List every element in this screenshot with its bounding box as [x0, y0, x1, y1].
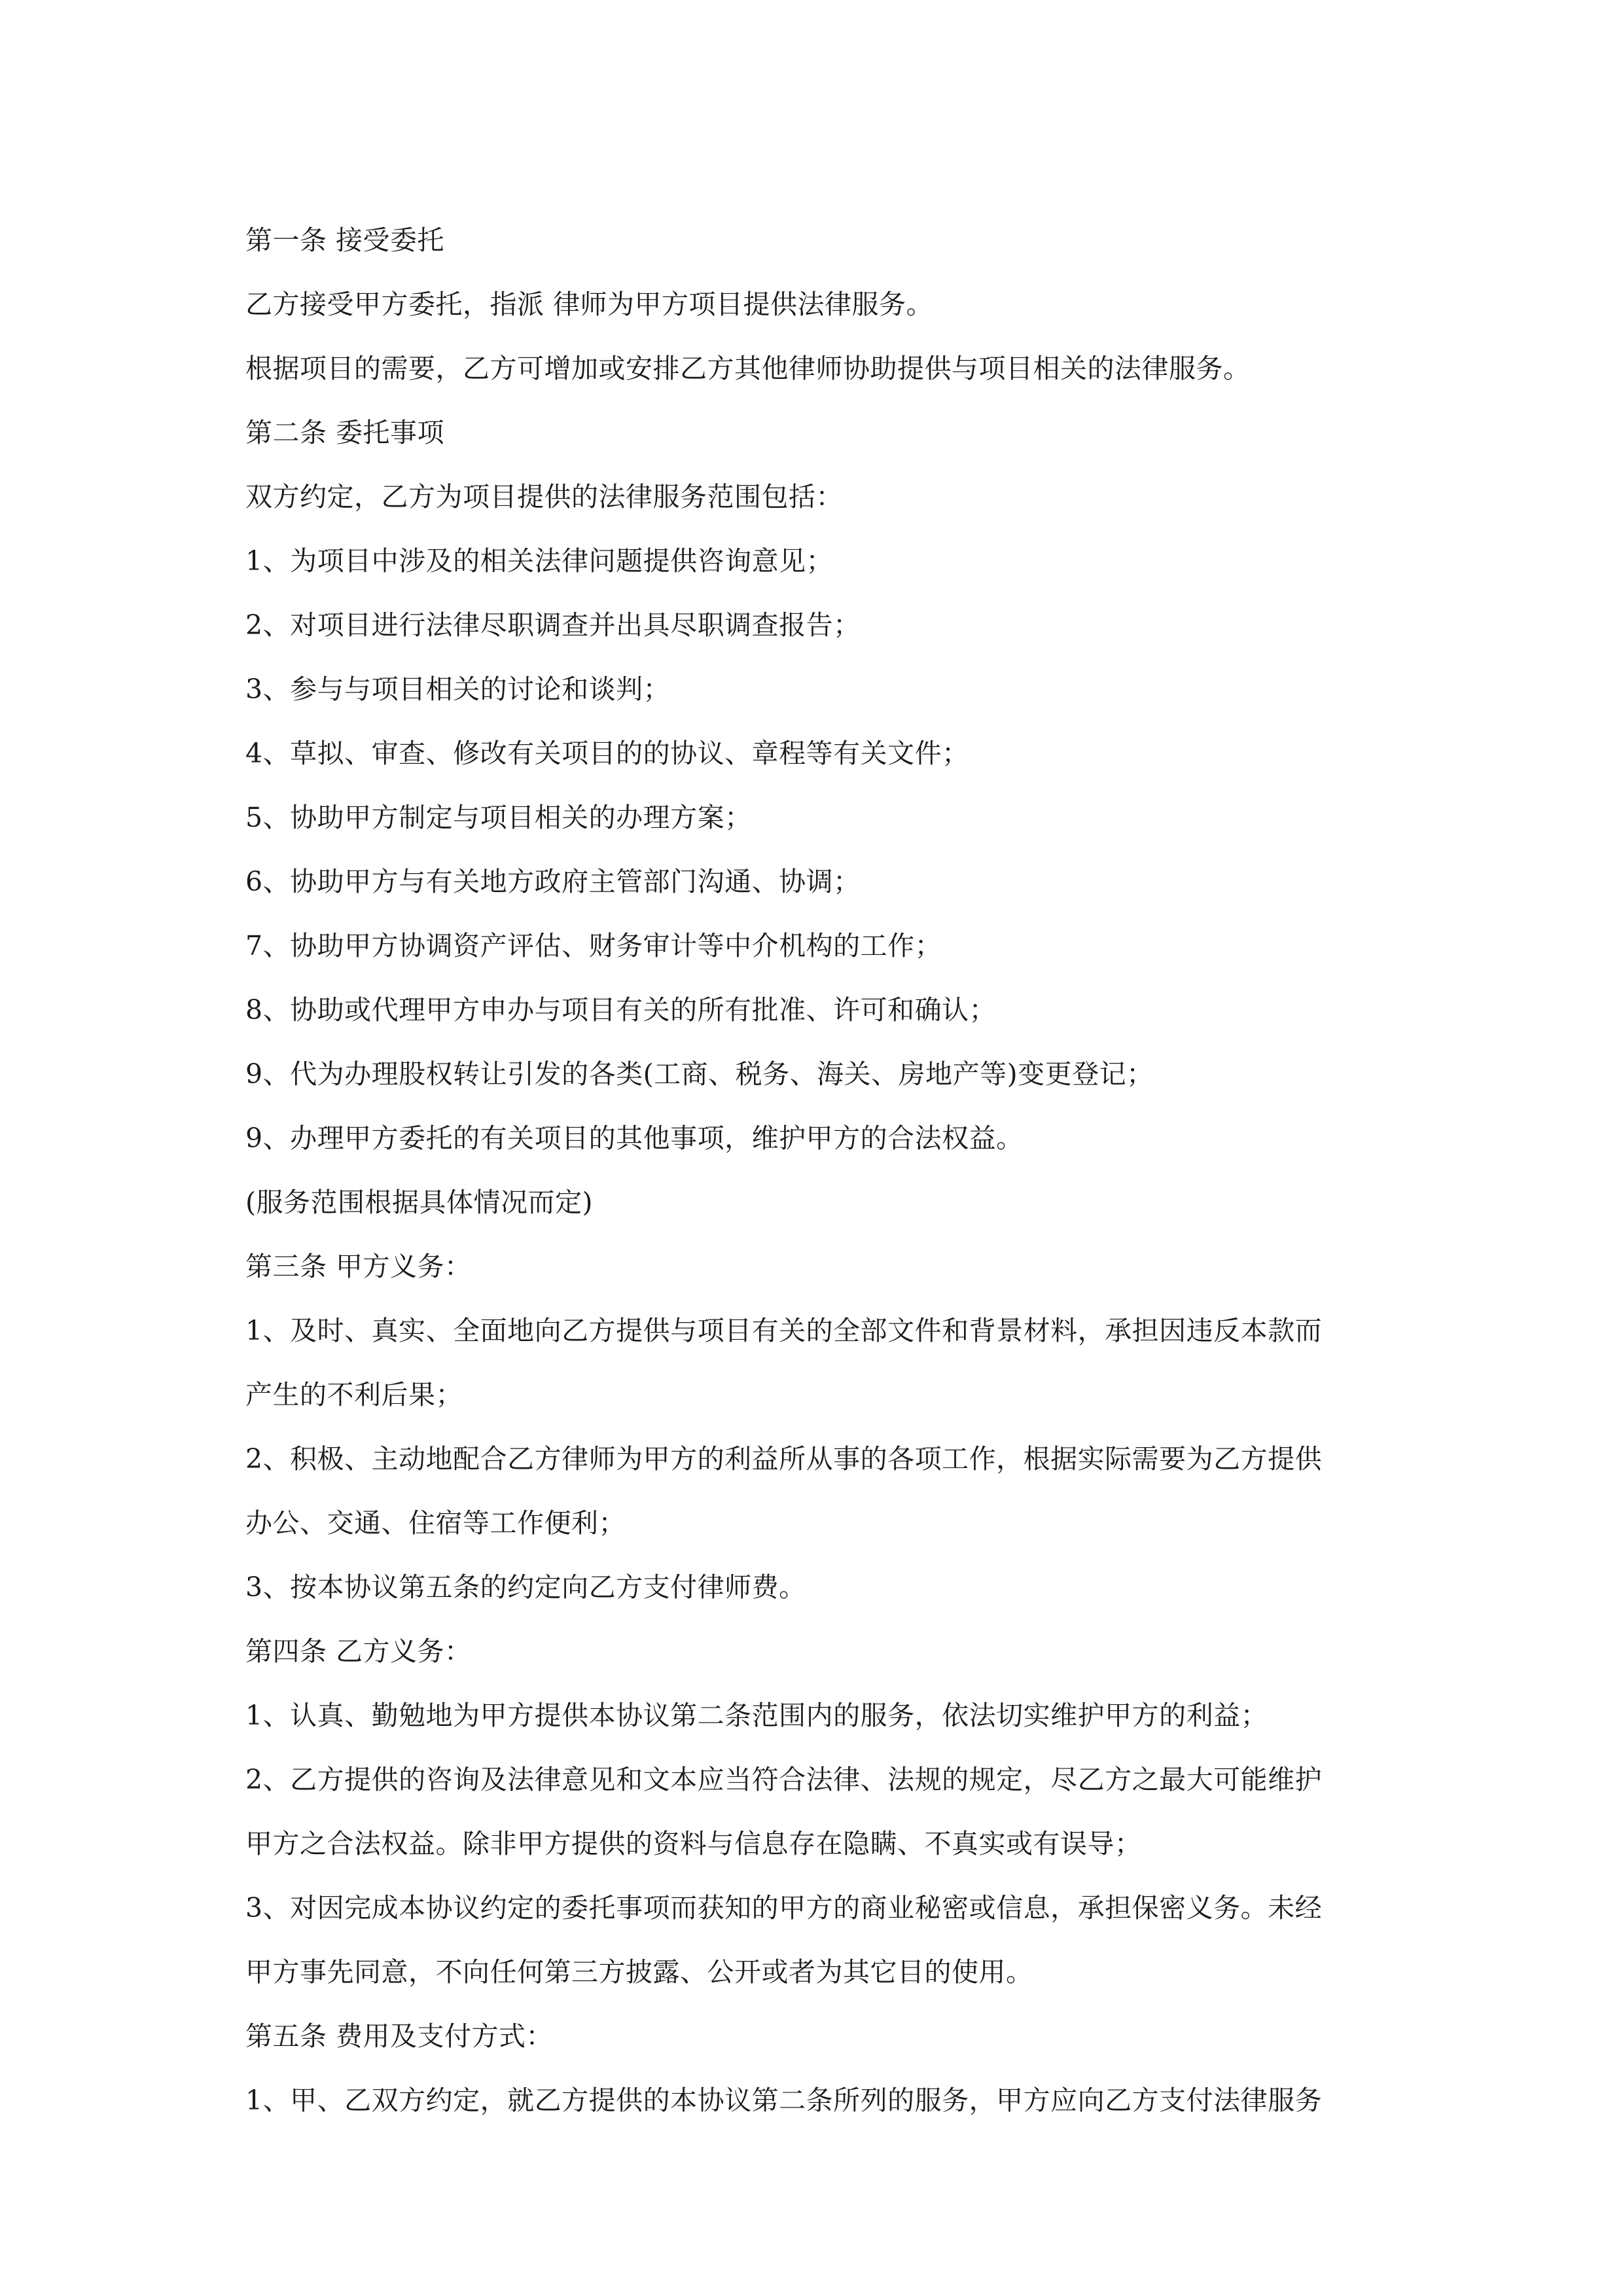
- article-heading: 第五条 费用及支付方式：: [245, 2020, 554, 2052]
- list-item-continuation: 产生的不利后果；: [245, 1379, 463, 1410]
- list-item: 1、及时、真实、全面地向乙方提供与项目有关的全部文件和背景材料，承担因违反本款而: [245, 1315, 1323, 1346]
- list-item: 5、协助甲方制定与项目相关的办理方案；: [245, 802, 752, 833]
- list-item: 1、认真、勤勉地为甲方提供本协议第二条范围内的服务，依法切实维护甲方的利益；: [245, 1700, 1268, 1731]
- list-item: 4、草拟、审查、修改有关项目的的协议、章程等有关文件；: [245, 738, 969, 769]
- article-heading: 第三条 甲方义务：: [245, 1251, 472, 1282]
- list-item: 2、乙方提供的咨询及法律意见和文本应当符合法律、法规的规定，尽乙方之最大可能维护: [245, 1764, 1323, 1795]
- list-item: 3、按本协议第五条的约定向乙方支付律师费。: [245, 1571, 806, 1603]
- list-item: 9、办理甲方委托的有关项目的其他事项，维护甲方的合法权益。: [245, 1122, 1024, 1154]
- list-item-continuation: 甲方事先同意，不向任何第三方披露、公开或者为其它目的使用。: [245, 1956, 1033, 1988]
- list-item-continuation: 办公、交通、住宿等工作便利；: [245, 1507, 626, 1539]
- article-heading: 第一条 接受委托: [245, 224, 445, 256]
- paragraph-line: 乙方接受甲方委托，指派 律师为甲方项目提供法律服务。: [245, 289, 934, 320]
- list-item: 6、协助甲方与有关地方政府主管部门沟通、协调；: [245, 866, 861, 897]
- document-body: [245, 208, 1384, 2132]
- list-item: 2、积极、主动地配合乙方律师为甲方的利益所从事的各项工作，根据实际需要为乙方提供: [245, 1443, 1323, 1475]
- list-item-continuation: 甲方之合法权益。除非甲方提供的资料与信息存在隐瞒、不真实或有误导；: [245, 1828, 1142, 1859]
- article-heading: 第四条 乙方义务：: [245, 1636, 472, 1667]
- list-item: 3、参与与项目相关的讨论和谈判；: [245, 673, 671, 705]
- paragraph-line: 根据项目的需要，乙方可增加或安排乙方其他律师协助提供与项目相关的法律服务。: [245, 353, 1251, 384]
- list-item: 1、为项目中涉及的相关法律问题提供咨询意见；: [245, 545, 834, 577]
- article-heading: 第二条 委托事项: [245, 417, 445, 448]
- list-item: 3、对因完成本协议约定的委托事项而获知的甲方的商业秘密或信息，承担保密义务。未经: [245, 1892, 1323, 1924]
- note-line: (服务范围根据具体情况而定): [245, 1187, 593, 1218]
- list-item: 1、甲、乙双方约定，就乙方提供的本协议第二条所列的服务，甲方应向乙方支付法律服务: [245, 2085, 1323, 2116]
- list-item: 2、对项目进行法律尽职调查并出具尽职调查报告；: [245, 609, 861, 641]
- list-item: 9、代为办理股权转让引发的各类(工商、税务、海关、房地产等)变更登记；: [245, 1058, 1154, 1090]
- paragraph-line: 双方约定，乙方为项目提供的法律服务范围包括：: [245, 481, 843, 512]
- list-item: 7、协助甲方协调资产评估、财务审计等中介机构的工作；: [245, 930, 942, 961]
- list-item: 8、协助或代理甲方申办与项目有关的所有批准、许可和确认；: [245, 994, 997, 1026]
